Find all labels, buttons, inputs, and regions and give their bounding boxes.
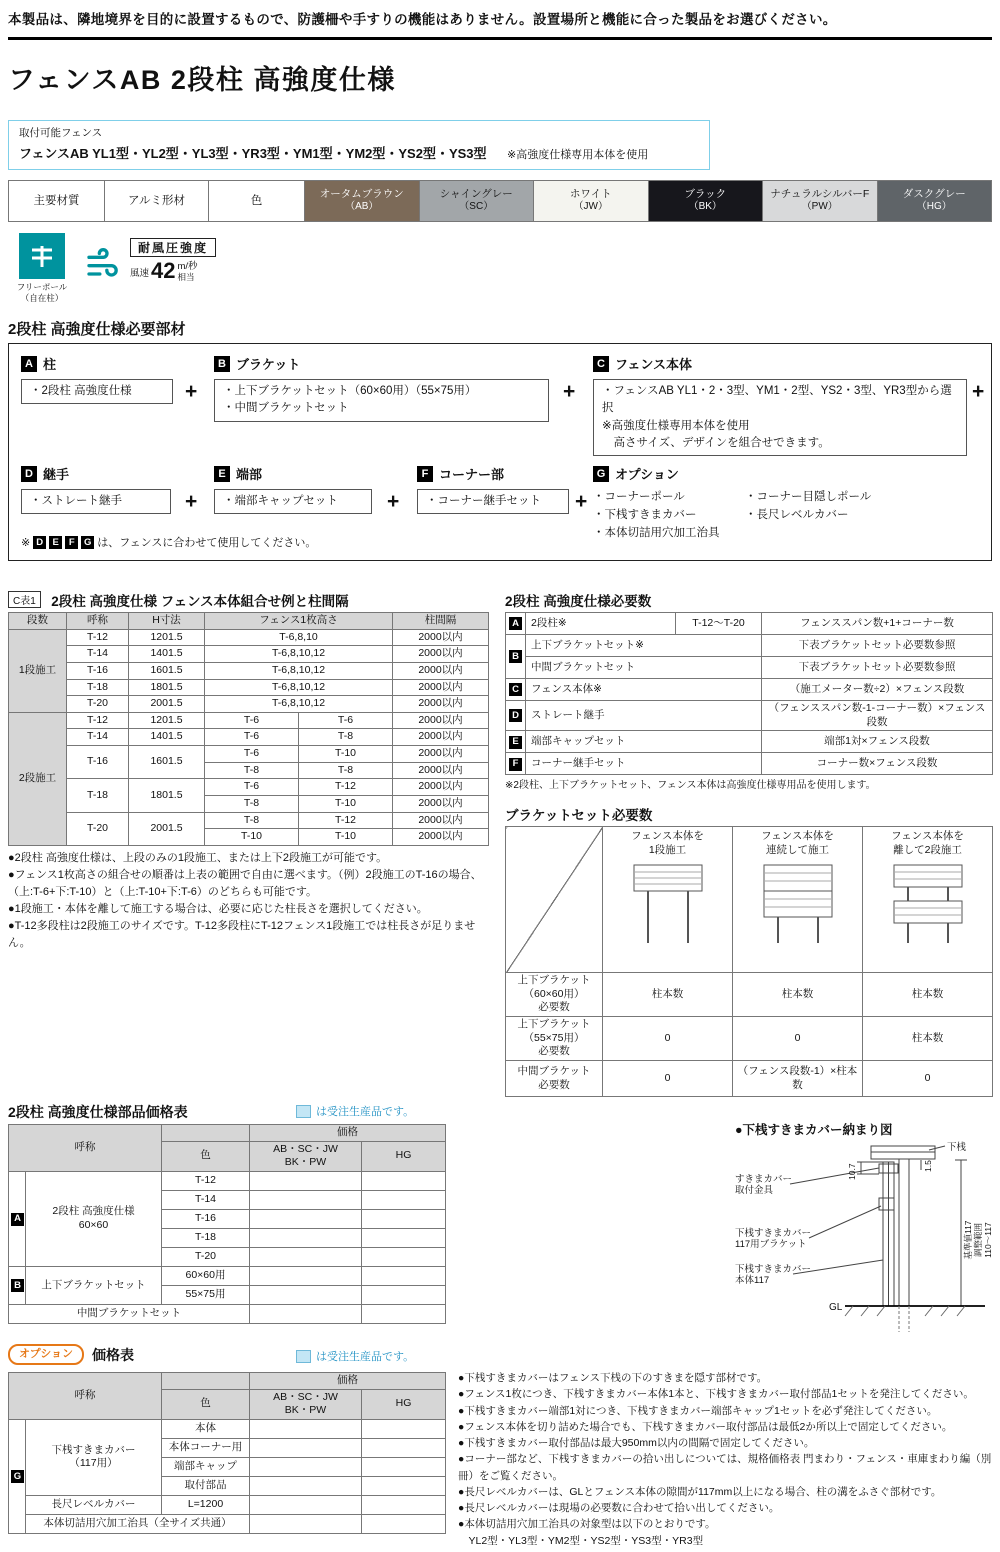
compatible-fence-note: ※高強度仕様専用本体を使用 — [507, 149, 649, 161]
table-header-row: 呼称 価格 — [9, 1125, 446, 1142]
table-header-row: 色 AB・SC・JW BK・PW HG — [9, 1141, 446, 1171]
wind-info — [130, 238, 216, 282]
table-header-row: 呼称 価格 — [9, 1373, 446, 1390]
table-row: 1段施工 T-12 1201.5 T-6,8,10 2000以内 — [9, 629, 489, 646]
table-row: T-10 T-10 2000以内 — [9, 829, 489, 846]
compatible-fence-models: フェンスAB YL1型・YL2型・YL3型・YR3型・YM1型・YM2型・YS2型・YS3型 — [19, 146, 487, 161]
table-row: 55×75用 — [9, 1285, 446, 1304]
top-notice-text: 本製品は、隣地境界を目的に設置するもので、防護柵や手すりの機能はありません。設置場所と機能に合った製品をお選びください。 — [8, 12, 837, 27]
table-row: 取付部品 — [9, 1476, 446, 1495]
table-row: T-8 T-8 2000以内 — [9, 762, 489, 779]
svg-text:取付金具: 取付金具 — [735, 1185, 774, 1196]
table-row: F コーナー継手セット コーナー数×フェンス段数 — [506, 753, 993, 775]
wind-value: 風速 42 m/秒 相当 — [130, 258, 198, 283]
table-row: B 上下ブラケットセット※ 下表ブラケットセット必要数参照 — [506, 635, 993, 657]
table-row: 中間ブラケット 必要数 0 （フェンス段数-1）×柱本数 0 — [506, 1061, 993, 1097]
combination-table — [8, 612, 489, 846]
option-price-header — [8, 1344, 134, 1365]
made-to-order-text: は受注生産品です。 — [316, 1351, 415, 1363]
table-row: T-20 — [9, 1247, 446, 1266]
freepole-caption: フリーポール （自在柱） — [16, 282, 68, 303]
table-row: T-16 1601.5 T-6,8,10,12 2000以内 — [9, 662, 489, 679]
part-post: A 柱 ・2段柱 高強度仕様 — [21, 354, 173, 404]
table-header-row: 色 AB・SC・JW BK・PW HG — [9, 1389, 446, 1419]
made-to-order-swatch — [296, 1105, 311, 1118]
diagram-label-body: 下桟すきまカバー — [735, 1264, 812, 1275]
part-fence-body: C フェンス本体 ・フェンスAB YL1・2・3型、YM1・2型、YS2・3型、YR3型から選択 ※高強度仕様専用本体を使用 高さサイズ、デザインを組合せできます。 — [593, 354, 967, 456]
made-to-order-text: は受注生産品です。 — [316, 1106, 415, 1118]
material-color-table — [8, 180, 992, 222]
table-row: T-14 — [9, 1190, 446, 1209]
part-fence-body-tag: C — [593, 356, 609, 372]
fence-one-stage-diagram — [618, 861, 718, 947]
table-row: 中間ブラケットセット — [9, 1304, 446, 1323]
diagram-label-fitting: すきまカバー — [735, 1174, 793, 1185]
option-notes: ●下桟すきまカバーはフェンス下桟の下のすきまを隠す部材です。 ●フェンス1枚につき、下桟すきまカバー本体1本と、下桟すきまカバー取付部品1セットを発注してください。 ●下桟すきまカバー端部1対につき、下桟すきまカバー端部キャップ1セットを必ず発注してください。 ●フェンス本体を切り詰めた場合でも、下桟すきまカバー取付部品は最低2か所以上で固定してください。 ●下桟すきまカバー取付部品は最大950mm以内の間隔で固定してください。 ●コーナー部など、下桟すきまカバーの拾い出しについては、規格価格表 門まわり・フェンス・車庫まわり編（別冊）をご覧ください。 ●長尺レベルカバーは、GLとフェンス本体の隙間が117mm以上になる場合、柱の溝をふさぐ部材です。 ●長尺レベルカバーは現場の必要数に合わせて拾い出してください。 ●本体切詰用穴加工治具の対象型は以下のとおりです。 YL2型・YL3型・YM2型・YS2型・YS3型・YR3型 — [458, 1372, 992, 1547]
svg-text:本体117: 本体117 — [735, 1275, 770, 1286]
price-table-option — [8, 1372, 446, 1534]
part-corner-tag: F — [417, 466, 433, 482]
bracket-qty-title: ブラケットセット必要数 — [505, 808, 653, 823]
freepole-icon — [19, 233, 65, 279]
table-row: 本体コーナー用 — [9, 1438, 446, 1457]
table-row: T-18 1801.5 T-6 T-12 2000以内 — [9, 779, 489, 796]
part-post-tag: A — [21, 356, 37, 372]
plus-sign: + — [185, 380, 198, 403]
part-option-tag: G — [593, 466, 609, 482]
color-swatch-shine-gray: シャイングレー （SC） — [420, 181, 535, 221]
wind-icon — [84, 244, 124, 284]
wind-resistance-badge — [84, 238, 216, 284]
material-value: アルミ形材 — [105, 181, 209, 221]
diagonal-divider — [506, 827, 603, 973]
svg-text:110～117: 110～117 — [983, 1222, 993, 1258]
parts-usage-note: ※ D E F G は、フェンスに合わせて使用してください。 — [21, 536, 317, 549]
part-joint: D 継手 ・ストレート継手 — [21, 464, 171, 514]
table-row: T-16 1601.5 T-6 T-10 2000以内 — [9, 746, 489, 763]
plus-sign: + — [972, 380, 985, 403]
table-row: T-8 T-10 2000以内 — [9, 796, 489, 813]
table-row: T-20 2001.5 T-8 T-12 2000以内 — [9, 812, 489, 829]
made-to-order-legend — [296, 1103, 414, 1119]
table-row: 上下ブラケット （55×75用） 必要数 0 0 柱本数 — [506, 1017, 993, 1061]
color-swatch-natural-silver: ナチュラルシルバーF （PW） — [763, 181, 878, 221]
table-row: 長尺レベルカバー L=1200 — [9, 1495, 446, 1514]
table-row: C フェンス本体※ （施工メーター数÷2）×フェンス段数 — [506, 679, 993, 701]
price-table-main — [8, 1124, 446, 1324]
option-badge: オプション — [8, 1344, 84, 1365]
combination-table-title: 2段柱 高強度仕様 フェンス本体組合せ例と柱間隔 — [51, 594, 349, 609]
table-row: 本体切詰用穴加工治具（全サイズ共通） — [9, 1514, 446, 1533]
option-items: ・コーナーポール ・コーナー目隠しポール ・下桟すきまカバー ・長尺レベルカバー ・本体切詰用穴加工治具 — [593, 491, 872, 539]
part-fence-body-item-box: ・フェンスAB YL1・2・3型、YM1・2型、YS2・3型、YR3型から選択 ※高強度仕様専用本体を使用 高さサイズ、デザインを組合せできます。 — [593, 379, 967, 456]
table-row: G 下桟すきまカバー （117用） 本体 — [9, 1419, 446, 1438]
price-table-option-title: 価格表 — [92, 1346, 135, 1363]
table-row: A 2段柱※ T-12～T-20 フェンススパン数+1+コーナー数 — [506, 613, 993, 635]
plus-sign: + — [185, 490, 198, 513]
price-cell — [362, 1171, 446, 1190]
price-table-main-title: 2段柱 高強度仕様部品価格表 — [8, 1104, 188, 1120]
table-row: T-14 1401.5 T-6,8,10,12 2000以内 — [9, 646, 489, 663]
table-row: T-18 — [9, 1228, 446, 1247]
required-qty-title: 2段柱 高強度仕様必要数 — [505, 594, 652, 609]
price-cell — [250, 1171, 362, 1190]
diagram-dim-range: 基準値117 — [963, 1220, 973, 1260]
combination-notes: ●2段柱 高強度仕様は、上段のみの1段施工、または上下2段施工が可能です。 ●フェンス1枚高さの組合せの順番は上表の範囲で自由に選べます。（例）2段施工のT-16の場合、（上:T-6+下:T-10）と（上:T-10+下:T-6）のどちらも可能です。 ●1段施工・本体を離して施工する場合は、必要に応じた柱長さを選択してください。 ●T-12多段柱は2段施工のサイズです。T-12多段柱にT-12フェンス1段施工では柱長さが足りません。 — [8, 852, 482, 950]
diagram-label-bracket: 下桟すきまカバー — [735, 1228, 812, 1239]
page-title: フェンスAB 2段柱 高強度仕様 — [8, 65, 396, 95]
part-corner-item-box: ・コーナー継手セット — [417, 489, 569, 514]
svg-text:117用ブラケット: 117用ブラケット — [735, 1239, 807, 1250]
table-row: T-16 — [9, 1209, 446, 1228]
fence-separated-diagram — [878, 861, 978, 947]
made-to-order-legend-2 — [296, 1348, 414, 1364]
part-end: E 端部 ・端部キャップセット — [214, 464, 372, 514]
required-qty-note: ※2段柱、上下ブラケットセット、フェンス本体は高強度仕様専用品を使用します。 — [505, 780, 876, 791]
color-swatch-white: ホワイト （JW） — [534, 181, 649, 221]
part-bracket-item-box: ・上下ブラケットセット（60×60用）（55×75用） ・中間ブラケットセット — [214, 379, 549, 422]
diagram-dim-a: 10.7 — [847, 1163, 857, 1180]
combination-table-heading — [8, 590, 349, 611]
color-swatch-autumn-brown: オータムブラウン （AB） — [305, 181, 420, 221]
freepole-badge — [10, 233, 74, 303]
table-row: E 端部キャップセット 端部1対×フェンス段数 — [506, 731, 993, 753]
cover-detail-diagram — [733, 1140, 997, 1340]
bracket-table-header: フェンス本体を 1段施工 フェンス本体を 連続して施工 フェンス本体を 離して2段施工 — [506, 827, 993, 973]
part-joint-item-box: ・ストレート継手 — [21, 489, 171, 514]
part-bracket-tag: B — [214, 356, 230, 372]
compatible-fence-box — [8, 120, 710, 170]
bracket-qty-table — [505, 826, 993, 1097]
plus-sign: + — [387, 490, 400, 513]
table-row: A 2段柱 高強度仕様 60×60 T-12 — [9, 1171, 446, 1190]
table-row: 2段施工 T-12 1201.5 T-6 T-6 2000以内 — [9, 712, 489, 729]
material-label: 主要材質 — [9, 181, 105, 221]
color-label: 色 — [209, 181, 305, 221]
part-end-tag: E — [214, 466, 230, 482]
table-row: D ストレート継手 （フェンススパン数-1-コーナー数）×フェンス段数 — [506, 701, 993, 731]
table-row: 端部キャップ — [9, 1457, 446, 1476]
required-qty-table — [505, 612, 993, 775]
diagram-label-rail: 下桟 — [947, 1142, 967, 1153]
part-end-item-box: ・端部キャップセット — [214, 489, 372, 514]
plus-sign: + — [575, 490, 588, 513]
table-row: T-18 1801.5 T-6,8,10,12 2000以内 — [9, 679, 489, 696]
table-row: T-14 1401.5 T-6 T-8 2000以内 — [9, 729, 489, 746]
part-joint-tag: D — [21, 466, 37, 482]
part-post-item-box: ・2段柱 高強度仕様 — [21, 379, 173, 404]
top-notice — [8, 8, 992, 40]
table-header-row: 段数 呼称 H寸法 フェンス1枚高さ 柱間隔 — [9, 613, 489, 630]
fence-continuous-diagram — [748, 861, 848, 947]
diagram-label-gl: GL — [829, 1302, 843, 1313]
diagram-dim-b: 1.5 — [923, 1160, 933, 1172]
table-row: 中間ブラケットセット 下表ブラケットセット必要数参照 — [506, 657, 993, 679]
table-row: 上下ブラケット （60×60用） 必要数 柱本数 柱本数 柱本数 — [506, 973, 993, 1017]
part-corner: F コーナー部 ・コーナー継手セット — [417, 464, 569, 514]
part-option: G オプション ・コーナーポール ・コーナー目隠しポール ・下桟すきまカバー ・長尺レベルカバー ・本体切詰用穴加工治具 — [593, 464, 913, 542]
svg-text:調整範囲: 調整範囲 — [973, 1222, 983, 1258]
table-row: B 上下ブラケットセット 60×60用 — [9, 1266, 446, 1285]
required-parts-box — [8, 343, 992, 561]
compatible-fence-label: 取付可能フェンス — [19, 127, 103, 139]
color-swatch-black: ブラック （BK） — [649, 181, 764, 221]
part-bracket: B ブラケット ・上下ブラケットセット（60×60用）（55×75用） ・中間ブラケットセット — [214, 354, 549, 422]
parts-section-heading: 2段柱 高強度仕様必要部材 — [8, 321, 186, 338]
table1-tag: C表1 — [8, 591, 41, 608]
color-swatch-dusk-gray: ダスクグレー （HG） — [878, 181, 992, 221]
made-to-order-swatch — [296, 1350, 311, 1363]
plus-sign: + — [563, 380, 576, 403]
table-row: T-20 2001.5 T-6,8,10,12 2000以内 — [9, 696, 489, 713]
cover-diagram-title: ●下桟すきまカバー納まり図 — [735, 1123, 893, 1137]
wind-title: 耐風圧強度 — [130, 238, 216, 257]
